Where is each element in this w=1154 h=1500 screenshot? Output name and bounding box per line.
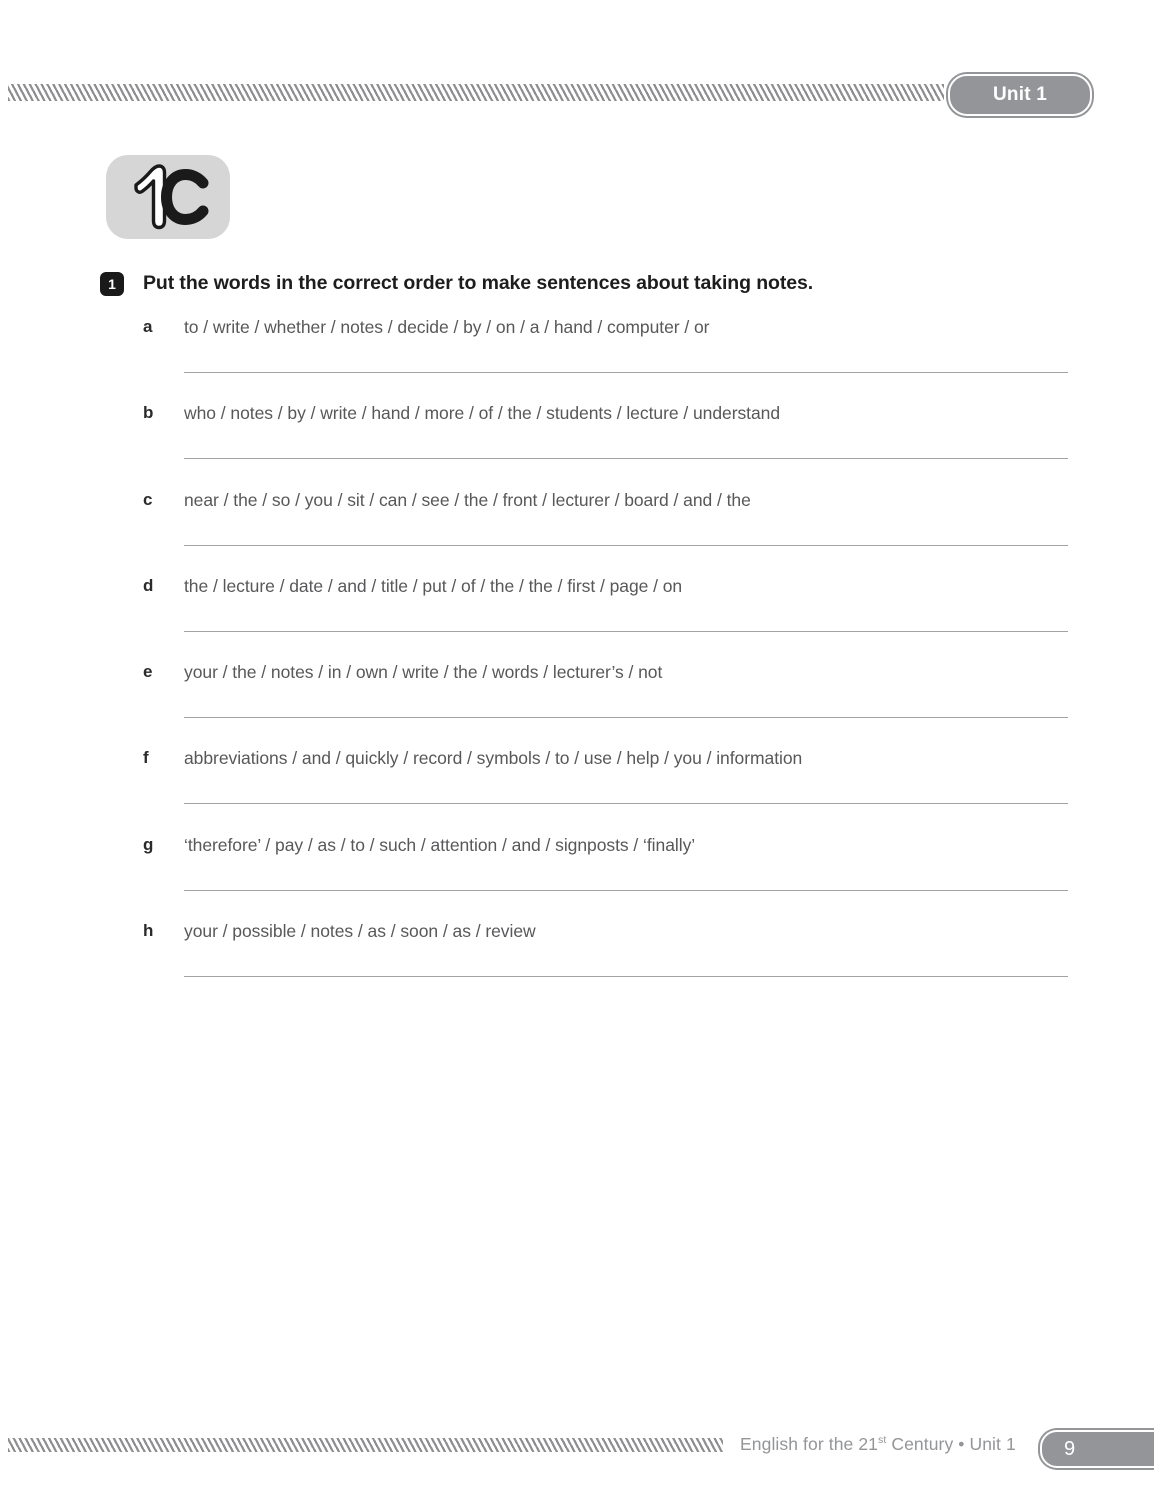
item-prompt-text: your / possible / notes / as / soon / as / review (184, 921, 536, 942)
footer-title-prefix: English for the 21 (740, 1434, 878, 1454)
item-letter: h (143, 921, 154, 941)
unit-badge (948, 74, 1092, 116)
page-number-badge (1040, 1430, 1154, 1468)
exercise-items-list (0, 315, 1154, 1005)
exercise-item (0, 315, 1154, 401)
exercise-item (0, 833, 1154, 919)
exercise-item (0, 746, 1154, 832)
answer-line[interactable] (184, 458, 1068, 459)
footer-title-suffix: Century • Unit 1 (886, 1434, 1016, 1454)
unit-badge-label: Unit 1 (993, 84, 1047, 105)
answer-line[interactable] (184, 717, 1068, 718)
item-prompt-text: who / notes / by / write / hand / more / of / the / students / lecture / understand (184, 403, 781, 424)
answer-line[interactable] (184, 976, 1068, 977)
item-prompt-text: your / the / notes / in / own / write / the / words / lecturer’s / not (184, 662, 663, 683)
footer-title-ordinal: st (878, 1434, 887, 1447)
item-letter: e (143, 662, 153, 682)
bottom-hatch-stripe (8, 1438, 723, 1452)
exercise-item (0, 488, 1154, 574)
item-letter: c (143, 489, 153, 509)
item-letter: b (143, 403, 154, 423)
item-prompt-text: the / lecture / date / and / title / put / of / the / the / first / page / on (184, 575, 683, 596)
lesson-tile (106, 155, 230, 239)
exercise-item (0, 919, 1154, 1005)
answer-line[interactable] (184, 890, 1068, 891)
exercise-number-badge: 1 (100, 272, 124, 296)
lesson-tile-glyphs (106, 155, 230, 239)
exercise-item (0, 574, 1154, 660)
item-prompt-text: near / the / so / you / sit / can / see / the / front / lecturer / board / and / the (184, 489, 751, 510)
exercise-heading (100, 271, 813, 296)
footer-title (740, 1434, 1016, 1455)
exercise-item (0, 660, 1154, 746)
exercise-instruction: Put the words in the correct order to make sentences about taking notes. (143, 272, 814, 294)
item-prompt-text: to / write / whether / notes / decide / by / on / a / hand / computer / or (184, 317, 710, 337)
top-hatch-stripe (8, 84, 944, 101)
answer-line[interactable] (184, 545, 1068, 546)
answer-line[interactable] (184, 631, 1068, 632)
item-letter: d (143, 575, 154, 595)
answer-line[interactable] (184, 372, 1068, 373)
item-letter: g (143, 834, 154, 854)
item-prompt-text: abbreviations / and / quickly / record / symbols / to / use / help / you / information (184, 748, 803, 769)
answer-line[interactable] (184, 803, 1068, 804)
item-letter: a (143, 317, 153, 336)
exercise-item (0, 401, 1154, 487)
item-prompt-text: ‘therefore’ / pay / as / to / such / attention / and / signposts / ‘finally’ (184, 834, 696, 855)
item-letter: f (143, 748, 149, 768)
page-number: 9 (1064, 1437, 1076, 1460)
